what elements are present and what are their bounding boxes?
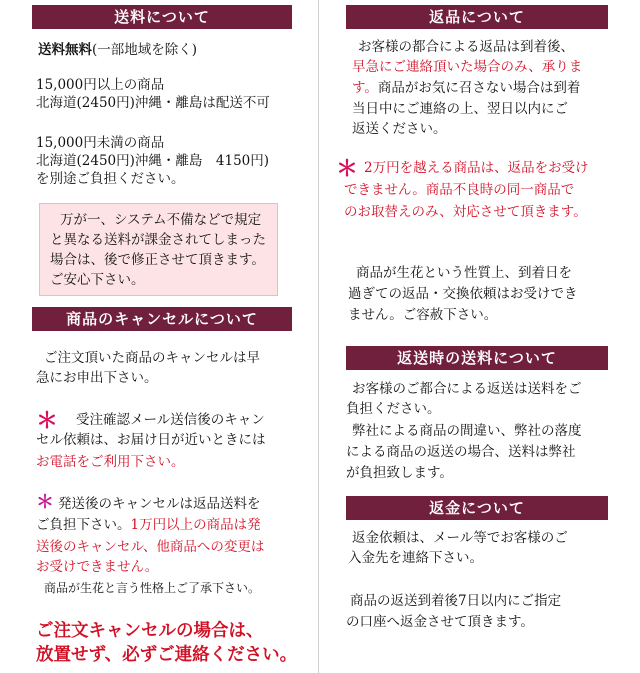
- returns-line-4: 当日中にご連絡の上、翌日以内にご: [352, 101, 568, 117]
- notice-line-1: 万が一、システム不備などで規定: [60, 212, 262, 228]
- fresh-line-2: 過ぎての返品・交換依頼はお受けでき: [348, 286, 578, 302]
- column-divider: [318, 0, 319, 673]
- cancel-small-note: 商品が生花と言う性格上ご了承下さい。: [44, 581, 261, 595]
- over-15000-line-2: 北海道(2450円)沖縄・離島は配送不可: [36, 95, 270, 111]
- cancel-para2-line-2: [36, 515, 261, 535]
- refund-line-1: 返金依頼は、メール等でお客様のご: [352, 530, 568, 546]
- return-shipping-line-2: 負担ください。: [346, 401, 441, 417]
- returns-line-3-red: す。: [352, 80, 378, 96]
- cancel-para1-text-1: 受注確認メール送信後のキャン: [76, 412, 265, 428]
- returns-red-line-3: のお取替えのみ、対応させて頂きます。: [344, 204, 587, 220]
- free-shipping-label: 送料無料: [38, 42, 92, 58]
- return-shipping-header: 返送時の送料について: [346, 346, 608, 370]
- fresh-line-3: ません。ご容赦下さい。: [348, 307, 498, 323]
- returns-line-5: 返送ください。: [352, 121, 447, 137]
- returns-red-text-1: 2万円を越える商品は、返品をお受け: [364, 160, 589, 176]
- notice-line-3: 場合は、後で修正させて頂きます。: [50, 252, 265, 268]
- cancel-para2-line-1: [36, 493, 261, 514]
- return-shipping-line-5: が負担致します。: [346, 465, 453, 481]
- refund-line-4: の口座へ返金させて頂きます。: [346, 614, 534, 630]
- cancel-intro-line-1: ご注文頂いた商品のキャンセルは早: [44, 350, 260, 366]
- returns-red-line-2: できません。商品不良時の同一商品で: [344, 182, 575, 198]
- cancel-para2-red-line-2: お受けできません。: [36, 559, 159, 575]
- asterisk-icon: ＊: [36, 408, 59, 434]
- over-15000-line-1: 15,000円以上の商品: [36, 77, 165, 93]
- cancel-para1-red: お電話をご利用下さい。: [36, 454, 185, 470]
- free-shipping-note: (一部地域を除く): [92, 42, 198, 58]
- returns-red-line-1: [336, 156, 589, 182]
- refund-header: 返金について: [346, 496, 608, 520]
- cancel-final-line-2: 放置せず、必ずご連絡ください。: [36, 645, 298, 665]
- under-15000-line-2: 北海道(2450円)沖縄・離島 4150円): [36, 153, 270, 169]
- return-shipping-line-4: による商品の返送の場合、送料は弊社: [346, 444, 576, 460]
- under-15000-line-3: を別途ご負担ください。: [36, 171, 185, 187]
- cancel-final-line-1: ご注文キャンセルの場合は、: [36, 621, 264, 641]
- cancel-para2-black: ご負担下さい。: [36, 517, 131, 533]
- shipping-notice-box: [39, 203, 278, 296]
- cancel-para2-text-1: 発送後のキャンセルは返品送料を: [58, 496, 261, 512]
- notice-line-2: と異なる送料が課金されてしまった: [50, 232, 266, 248]
- cancel-para1-line-2: セル依頼は、お届け日が近いときには: [36, 432, 266, 448]
- cancel-para2-red-line-1: 送後のキャンセル、他商品への変更は: [36, 539, 265, 555]
- right-column: [320, 0, 640, 673]
- notice-line-4: ご安心下さい。: [50, 272, 145, 288]
- fresh-line-1: 商品が生花という性質上、到着日を: [356, 265, 572, 281]
- returns-header: 返品について: [346, 5, 608, 29]
- returns-line-3-black: 商品がお気に召さない場合は到着: [377, 80, 581, 96]
- left-column: [0, 0, 318, 673]
- returns-line-1: お客様の都合による返品は到着後、: [358, 39, 574, 55]
- return-shipping-line-3: 弊社による商品の間違い、弊社の落度: [352, 423, 582, 439]
- asterisk-icon: ＊: [36, 492, 54, 513]
- under-15000-line-1: 15,000円未満の商品: [36, 135, 165, 151]
- cancel-intro-line-2: 急にお申出下さい。: [36, 370, 158, 386]
- asterisk-icon: ＊: [336, 156, 359, 182]
- return-shipping-line-1: お客様のご都合による返送は送料をご: [352, 381, 582, 397]
- cancel-header: 商品のキャンセルについて: [32, 307, 292, 331]
- shipping-header: 送料について: [32, 5, 292, 29]
- cancel-para1-line-1: [36, 408, 265, 434]
- refund-line-3: 商品の返送到着後7日以内にご指定: [350, 593, 562, 609]
- free-shipping-line: [38, 40, 197, 60]
- returns-line-2-red: 早急にご連絡頂いた場合のみ、承りま: [352, 59, 583, 75]
- returns-line-3: [352, 78, 580, 98]
- cancel-para2-red-start: 1万円以上の商品は発: [130, 517, 261, 533]
- refund-line-2: 入金先を連絡下さい。: [348, 550, 483, 566]
